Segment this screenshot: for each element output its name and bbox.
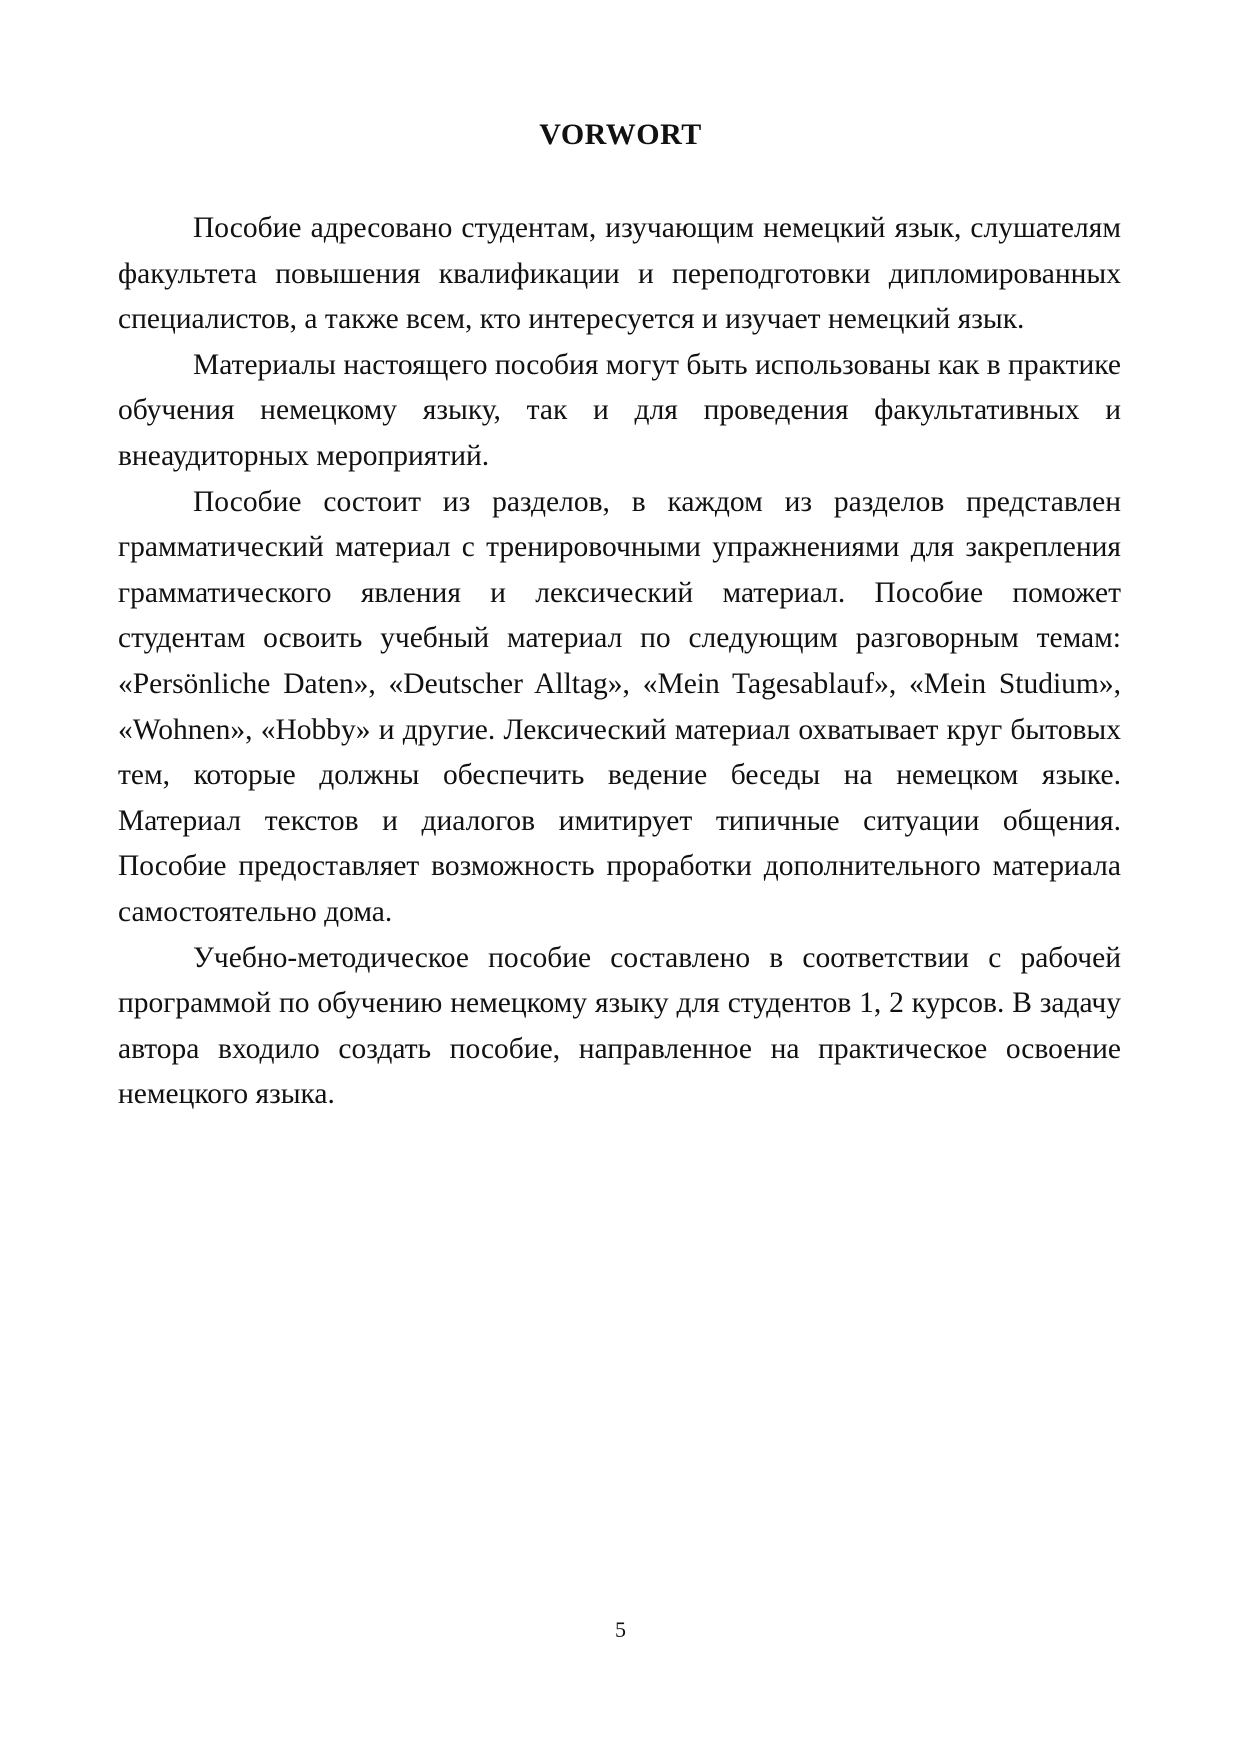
paragraph-3: Пособие состоит из разделов, в каждом из разделов представлен грамматический материал с тренировочными упражнениями для закрепления грамматического явления и лексический материал. Пособие поможет студентам освоить учебный материал по следующим разговорным темам: «Persönliche Daten», «Deutscher Alltag», «Mein Tagesablauf», «Mein Studium», «Wohnen», «Hobby» и другие. Лексический материал охватывает круг бытовых тем, которые должны обеспечить ведение беседы на немецком языке. Материал текстов и диалогов имитирует типичные ситуации общения. Пособие предоставляет возможность проработки дополнительного материала самостоятельно дома. xyxy=(118,485,1121,928)
paragraph-1: Пособие адресовано студентам, изучающим немецкий язык, слушателям факультета повышения квалификации и переподготовки дипломированных специалистов, а также всем, кто интересуется и изучает немецкий язык. xyxy=(118,212,1121,336)
page-title: VORWORT xyxy=(539,118,702,151)
page-number: 5 xyxy=(615,1617,626,1642)
paragraph-4: Учебно-методическое пособие составлено в соответствии с рабочей программой по обучению немецкому языку для студентов 1, 2 курсов. В задачу автора входило создать пособие, направленное на практическое освоение немецкого языка. xyxy=(118,941,1121,1111)
paragraph-2: Материалы настоящего пособия могут быть использованы как в практике обучения немецкому языку, так и для проведения факультативных и внеаудиторных мероприятий. xyxy=(118,348,1121,472)
document-body xyxy=(118,206,1121,1118)
